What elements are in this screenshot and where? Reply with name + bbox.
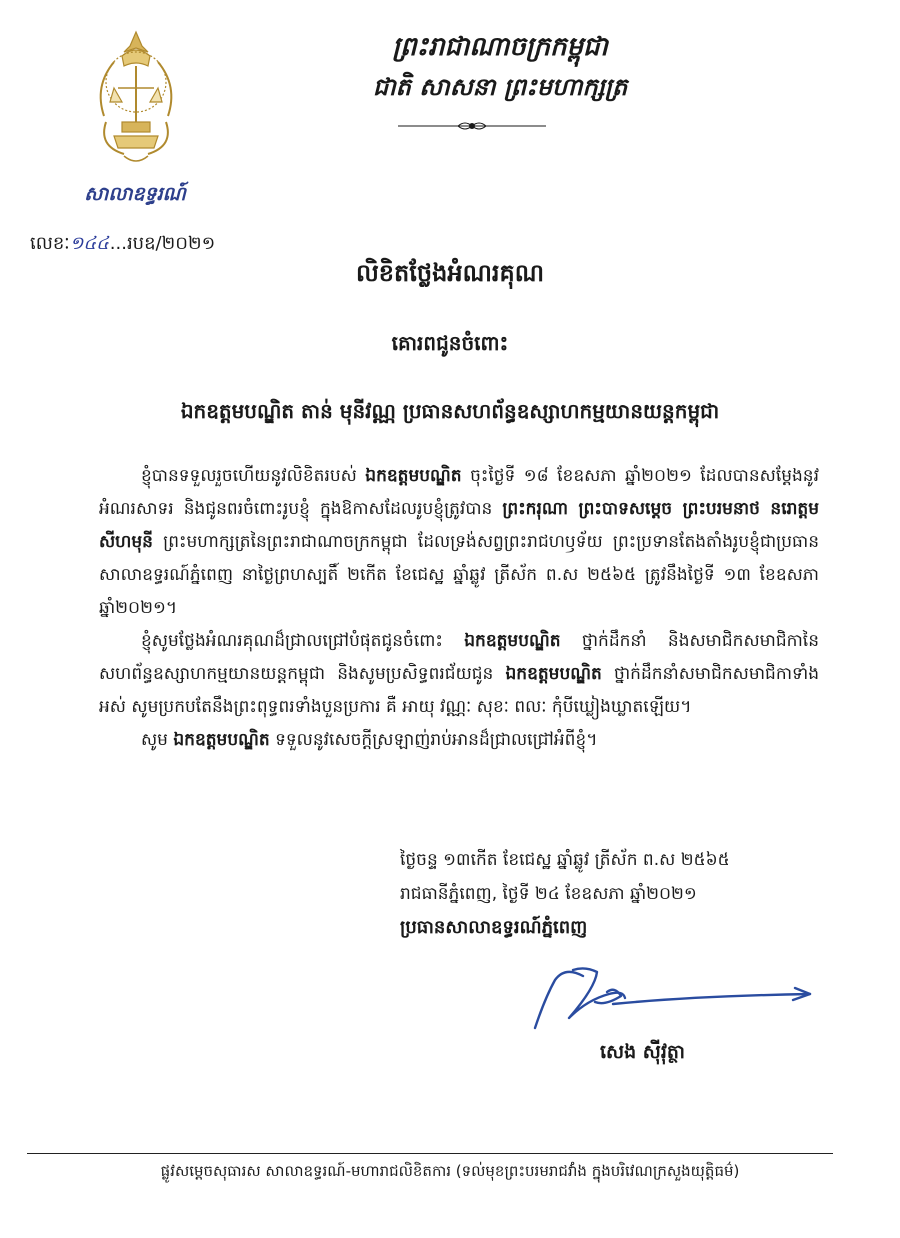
letter-number [30,231,215,258]
signer-name: សេង ស៊ីវុត្ថា [600,1041,686,1063]
place-and-date: រាជធានីភ្នំពេញ, ថ្ងៃទី ២៤ ខែឧសភា ឆ្នាំ២០២១ [400,884,697,904]
motto-nation-religion-king: ជាតិ សាសនា ព្រះមហាក្សត្រ [372,73,628,101]
letter-body [99,460,819,757]
court-name: សាលាឧទ្ធរណ៍ [84,183,186,205]
footer-address: ផ្លូវសម្តេចសុធារស សាលាឧទ្ធរណ៍-មហារាជលិខិតការ (ទល់មុខព្រះបរមរាជវាំង ក្នុងបរិវេណក្រសួងយុត្តិធម៌) [160,1162,740,1180]
royal-emblem-icon [84,26,188,176]
lunar-date: ថ្ងៃចន្ទ ១៣កើត ខែជេស្ឋ ឆ្នាំឆ្លូវ ត្រីស័ក ព.ស ២៥៦៥ [400,850,730,870]
salutation: គោរពជូនចំពោះ [391,331,509,355]
letter-number-prefix: លេខៈ [30,233,70,254]
body-paragraph-2: ខ្ញុំសូមថ្លែងអំណរគុណដ៏ជ្រាលជ្រៅបំផុតជូនចំពោះ ឯកឧត្តមបណ្ឌិត ថ្នាក់ដឹកនាំ និងសមាជិកសមាជិកានៃសហព័ន្ធឧស្សាហកម្មយានយន្តកម្ពុជា និងសូមប្រសិទ្ធពរជ័យជូន ឯកឧត្តមបណ្ឌិត ថ្នាក់ដឹកនាំសមាជិកសមាជិកាទាំងអស់ សូមប្រកបតែនឹងព្រះពុទ្ធពរទាំងបួនប្រការ គឺ អាយុ វណ្ណៈ សុខៈ ពលៈ កុំបីឃ្លៀងឃ្លាតឡើយ។ [99,631,819,717]
signer-position: ប្រធានសាលាឧទ្ធរណ៍ភ្នំពេញ [400,917,588,938]
footer-divider [27,1153,833,1154]
recipient: ឯកឧត្តមបណ្ឌិត តាន់ មុនីវណ្ណ ប្រធានសហព័ន្ធឧស្សាហកម្មយានយន្តកម្ពុជា [180,399,720,423]
body-paragraph-1: ខ្ញុំបានទទួលរួចហើយនូវលិខិតរបស់ ឯកឧត្តមបណ្ឌិត ចុះថ្ងៃទី ១៨ ខែឧសភា ឆ្នាំ២០២១ ដែលបានសម្តែងនូវអំណរសាទរ និងជូនពរចំពោះរូបខ្ញុំ ក្នុងឱកាសដែលរូបខ្ញុំត្រូវបាន ព្រះករុណា ព្រះបាទសម្តេច ព្រះបរមនាថ នរោត្តម សីហមុនី ព្រះមហាក្សត្រនៃព្រះរាជាណាចក្រកម្ពុជា ដែលទ្រង់សព្វព្រះរាជហឫទ័យ ព្រះប្រទានតែងតាំងរូបខ្ញុំជាប្រធានសាលាឧទ្ធរណ៍ភ្នំពេញ នាថ្ងៃព្រហស្បតិ៍ ២កើត ខែជេស្ឋ ឆ្នាំឆ្លូវ ត្រីស័ក ព.ស ២៥៦៥ ត្រូវនឹងថ្ងៃទី ១៣ ខែឧសភា ឆ្នាំ២០២១។ [99,466,819,618]
divider-ornament-icon [398,119,546,133]
motto-kingdom: ព្រះរាជាណាចក្រកម្ពុជា [392,32,608,62]
letter-title: លិខិតថ្លែងអំណរគុណ [355,259,545,287]
letter-number-suffix: ...របឧ/២០២១ [109,233,216,254]
handwritten-signature [525,958,815,1038]
closing-block [400,843,820,945]
body-paragraph-3: សូម ឯកឧត្តមបណ្ឌិត ទទួលនូវសេចក្តីស្រឡាញ់រាប់អានដ៏ជ្រាលជ្រៅអំពីខ្ញុំ។ [141,730,598,750]
letter-number-value: ១៤៤ [69,233,109,254]
